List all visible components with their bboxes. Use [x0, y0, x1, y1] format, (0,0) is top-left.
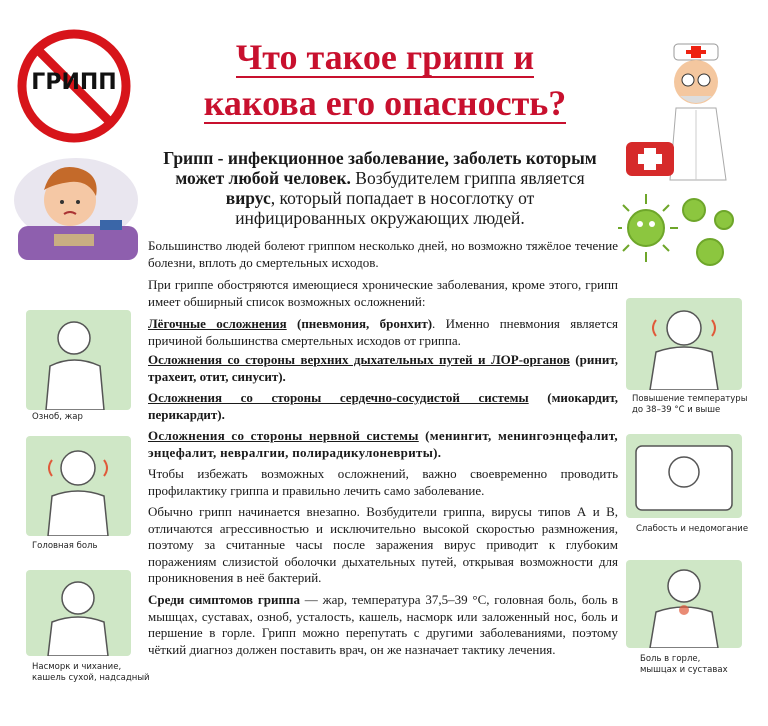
complication-nervous-head: Осложнения со стороны нервной системы	[148, 428, 419, 443]
caption-headache: Головная боль	[32, 541, 98, 551]
intro-strong-3: вирус	[225, 188, 271, 208]
sneeze-illustration	[26, 570, 131, 656]
intro-text-2: , который попадает в носоглотку от инфицированных окружающих людей.	[235, 188, 535, 228]
title-line-2: какова его опасность?	[203, 83, 567, 123]
stop-flu-logo	[14, 26, 134, 146]
intro-strong-1: Грипп -	[163, 148, 228, 168]
fever-illustration	[626, 298, 742, 390]
caption-weakness: Слабость и недомогание	[636, 524, 749, 534]
weakness-illustration	[626, 434, 742, 518]
symptoms-tail: — жар, температура 37,5–39 °С, головная боль, боль в мышцах, суставах, озноб, усталость, кашель, насморк или заложенный нос, боль и першение в горле. Грипп можно перепутать с другими заболеваниями, поэтому чёткий диагноз должен поставить врач, он же назначает тактику лечения.	[148, 592, 619, 657]
complication-cardio-tail: (миокардит, перикардит).	[148, 390, 618, 422]
paragraph-1: Большинство людей болеют гриппом несколько дней, но возможно тяжёлое течение болезни, вплоть до смертельных исходов.	[148, 238, 618, 270]
complication-lungs	[148, 316, 618, 349]
paragraph-3: Чтобы избежать возможных осложнений, важно своевременно проводить профилактику гриппа и правильно лечить само заболевание.	[148, 466, 618, 498]
complication-lungs-head: Лёгочные осложнения	[148, 316, 287, 331]
complication-nervous	[148, 428, 618, 461]
complication-ent	[148, 352, 618, 385]
paragraph-4: Обычно грипп начинается внезапно. Возбудители гриппа, вирусы типов А и В, отличаются агрессивностью и исключительно высокой скоростью размножения, поэтому за считанные часы после заражения вирус приводит к глубоким поражениям слизистой оболочки дыхательных путей, открывая возможности для проникновения в неё бактерий.	[148, 504, 618, 585]
virus-illustration	[618, 190, 750, 270]
caption-fever: Повышение температуры до 38–39 °С и выше	[632, 394, 748, 415]
symptoms-paragraph	[148, 592, 618, 658]
logo-text: ГРИПП	[31, 70, 117, 95]
paragraph-2: При гриппе обостряются имеющиеся хронические заболевания, кроме этого, грипп имеет обширный список возможных осложнений:	[148, 277, 618, 309]
complication-ent-head: Осложнения со стороны верхних дыхательных путей и ЛОР-органов	[148, 352, 570, 367]
complication-lungs-tail: (пневмония, бронхит)	[286, 316, 433, 331]
intro-text	[160, 148, 600, 228]
complication-cardio-head: Осложнения со стороны сердечно-сосудистой системы	[148, 390, 529, 405]
throat-illustration	[626, 560, 742, 648]
headache-illustration	[26, 436, 131, 536]
caption-sneeze: Насморк и чихание, кашель сухой, надсадный	[32, 662, 150, 683]
complication-ent-tail: (ринит, трахеит, отит, синусит).	[148, 352, 618, 384]
symptoms-head: Среди симптомов гриппа	[148, 592, 300, 607]
complication-lungs-rest: . Именно пневмония является причиной большинства смертельных исходов от гриппа.	[148, 316, 618, 348]
caption-chills: Озноб, жар	[32, 412, 83, 422]
doctor-illustration	[622, 30, 750, 195]
intro-strong-2: инфекционное заболевание, заболеть которым может любой человек.	[175, 148, 597, 188]
intro-text-1: Возбудителем гриппа является	[350, 168, 585, 188]
caption-throat: Боль в горле, мышцах и суставах	[640, 654, 728, 675]
complication-nervous-tail: (менингит, менингоэнцефалит, энцефалит, невралгии, полирадикулоневриты).	[148, 428, 618, 460]
page-title	[150, 34, 620, 126]
chills-illustration	[26, 310, 131, 410]
title-line-1: Что такое грипп и	[235, 37, 535, 77]
sick-child-illustration	[8, 140, 143, 265]
complication-cardio	[148, 390, 618, 423]
